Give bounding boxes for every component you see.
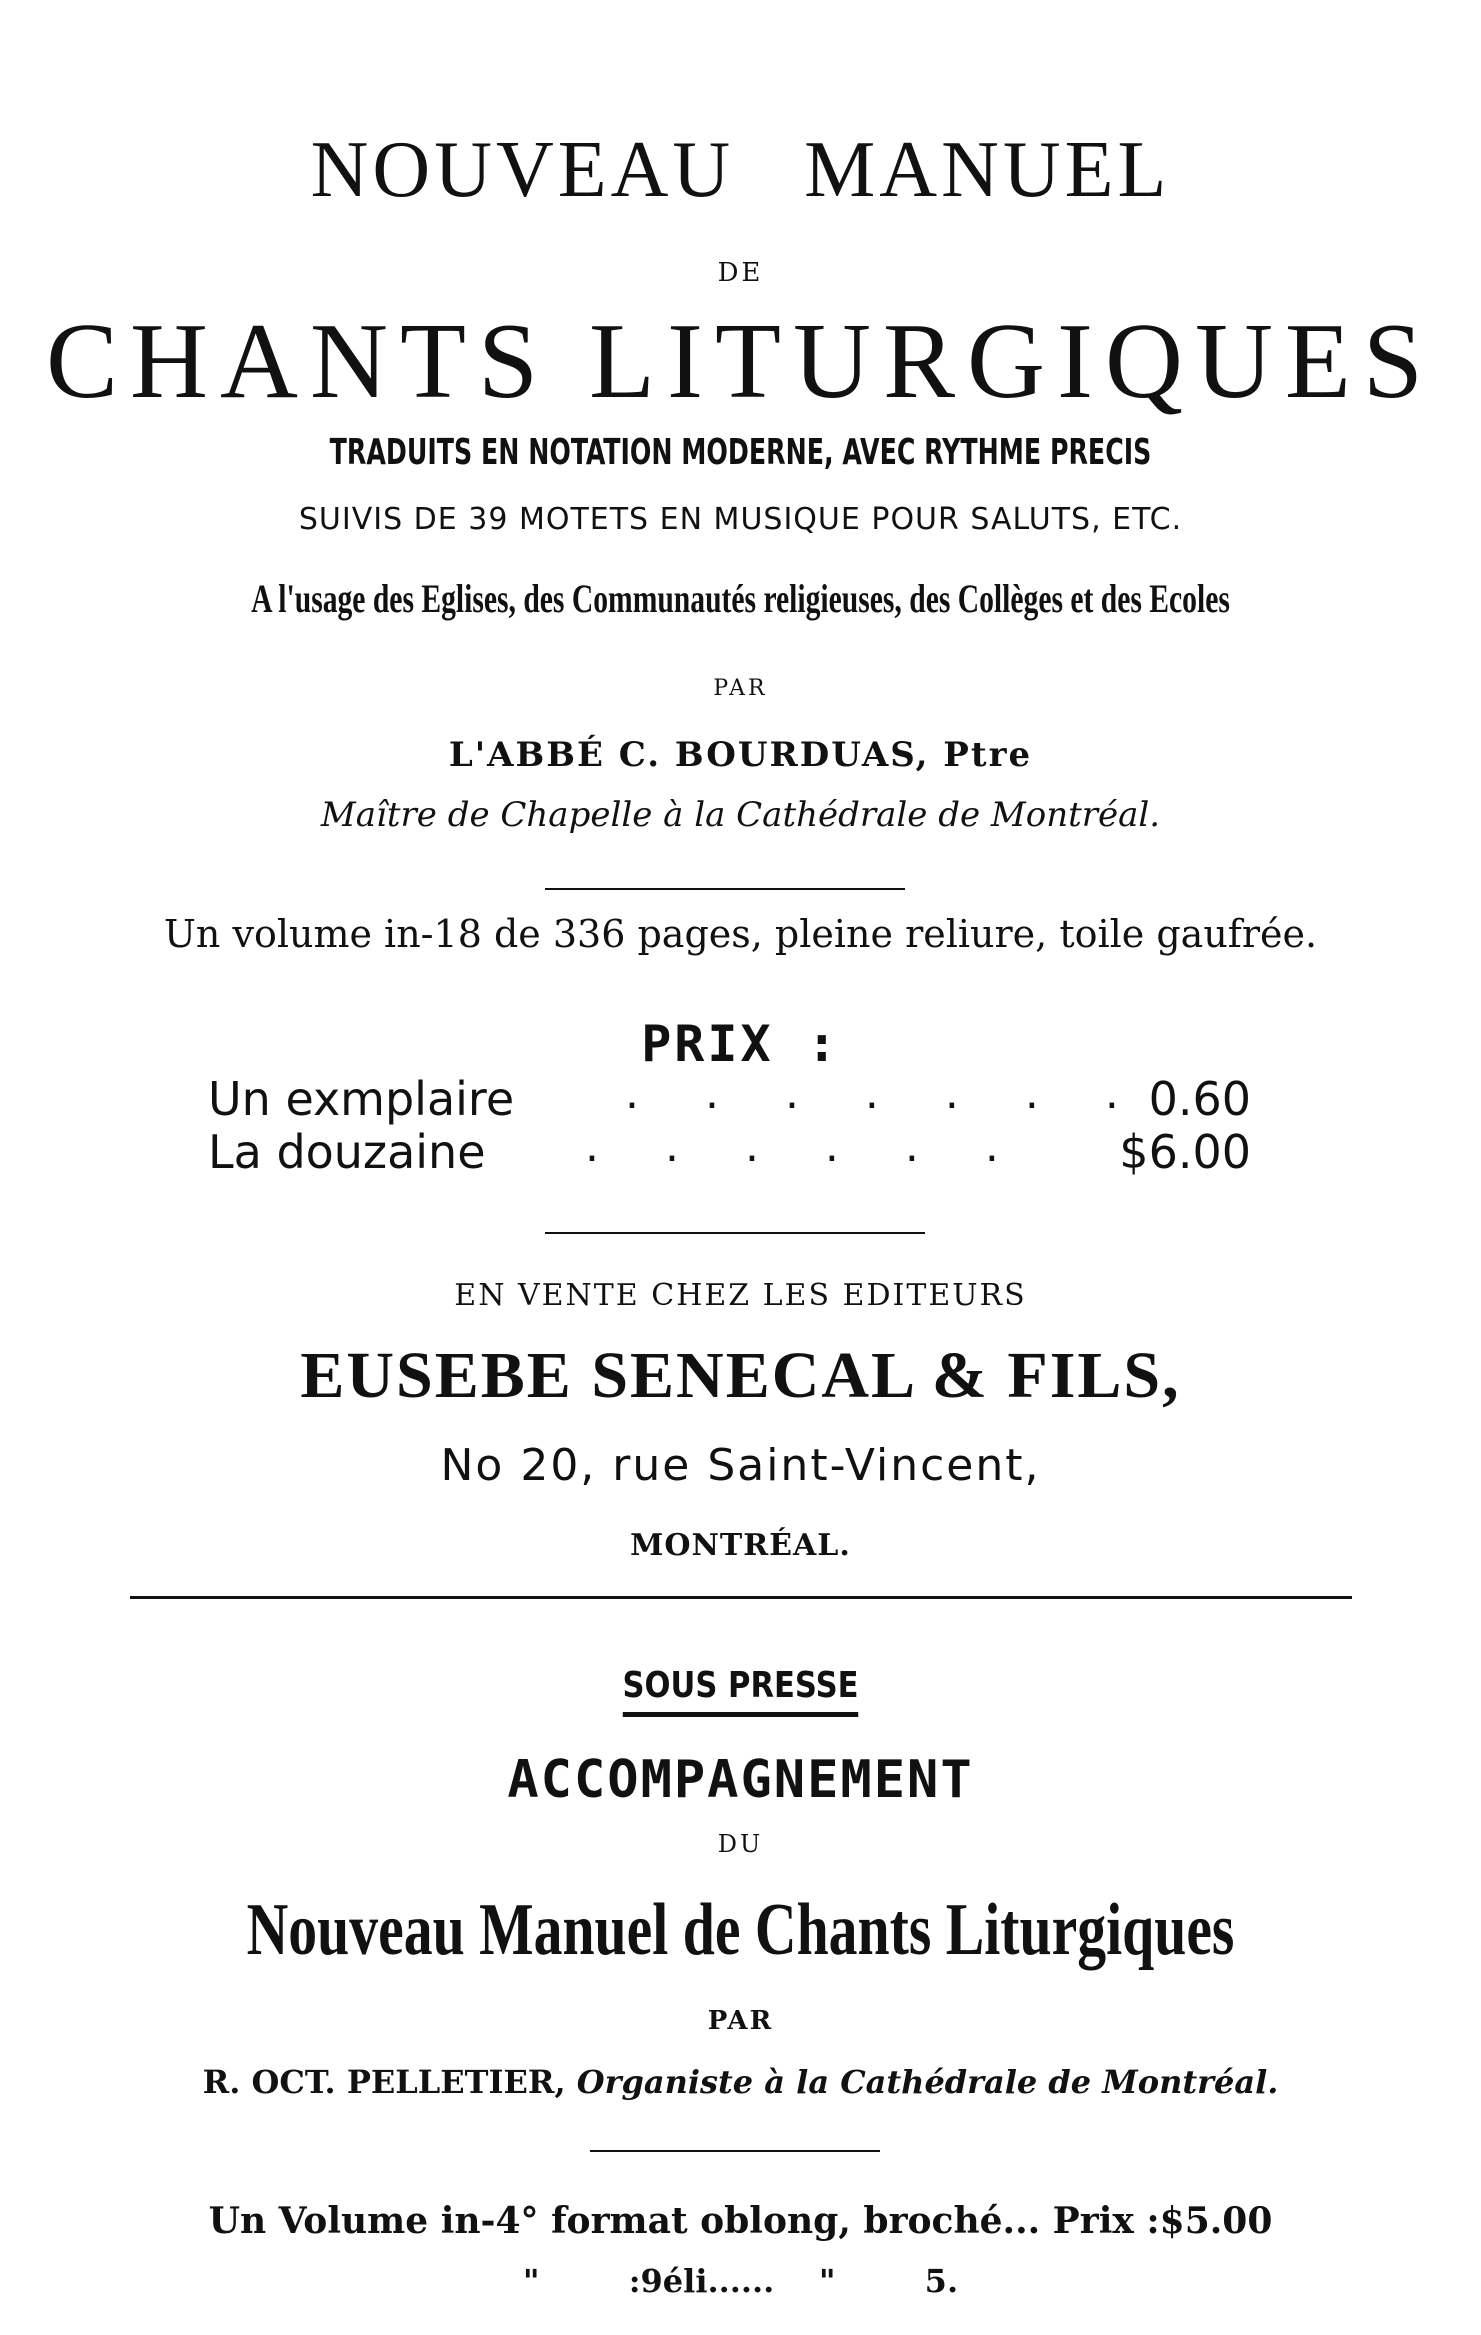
price-value: 0.60 [1148, 1072, 1251, 1126]
organist-credit [0, 2063, 1481, 2101]
divider-3 [590, 2150, 880, 2152]
title-de: DE [717, 258, 764, 288]
par-label-2: PAR [707, 2006, 774, 2036]
title-word-manuel: MANUEL [804, 126, 1171, 214]
divider-1 [545, 888, 905, 890]
main-title: CHANTS LITURGIQUES [46, 302, 1435, 421]
publisher-name: EUSEBE SENECAL & FILS, [300, 1339, 1181, 1412]
author-role: Maître de Chapelle à la Cathédrale de Montréal. [320, 795, 1161, 835]
subtitle-line-1: TRADUITS EN NOTATION MODERNE, AVEC RYTHME PRECIS [329, 432, 1152, 473]
subtitle-line-3: A l'usage des Eglises, des Communautés religieuses, des Collèges et des Ecoles [251, 576, 1230, 621]
price-leader-dots: . . . . . . . [625, 1068, 1145, 1119]
publisher-city: MONTRÉAL. [630, 1528, 851, 1563]
sous-presse-heading [111, 1665, 1370, 1706]
accompagnement-heading: ACCOMPAGNEMENT [507, 1750, 974, 1810]
divider-2 [545, 1232, 925, 1234]
price-label: Un exmplaire [208, 1072, 515, 1126]
author-name: L'ABBÉ C. BOURDUAS, Ptre [448, 735, 1033, 775]
price-value: $6.00 [1119, 1125, 1251, 1179]
par-label-1: PAR [713, 676, 768, 701]
sous-presse-text: SOUS PRESSE [622, 1665, 858, 1717]
volume-description: Un volume in-18 de 336 pages, pleine reliure, toile gaufrée. [163, 912, 1318, 956]
organist-name: R. OCT. PELLETIER, [202, 2063, 566, 2101]
second-title: Nouveau Manuel de Chants Liturgiques [246, 1889, 1235, 1971]
long-divider [130, 1596, 1352, 1599]
title-word-nouveau: NOUVEAU [310, 126, 735, 214]
ditto-price-line: " :9éli...... " 5. [522, 2262, 959, 2300]
volume-2-description: Un Volume in-4° format oblong, broché... Prix :$5.00 [208, 2200, 1273, 2242]
price-label: La douzaine [208, 1125, 486, 1179]
du-label: DU [717, 1830, 764, 1858]
title-line [0, 125, 1481, 216]
prix-heading: PRIX : [641, 1015, 840, 1073]
subtitle-line-2: SUIVIS DE 39 MOTETS EN MUSIQUE POUR SALUTS, ETC. [298, 502, 1183, 537]
price-leader-dots: . . . . . . [585, 1121, 1025, 1172]
organist-role: Organiste à la Cathédrale de Montréal. [576, 2063, 1279, 2101]
en-vente-line: EN VENTE CHEZ LES EDITEURS [454, 1278, 1027, 1313]
publisher-address: No 20, rue Saint-Vincent, [440, 1440, 1041, 1491]
